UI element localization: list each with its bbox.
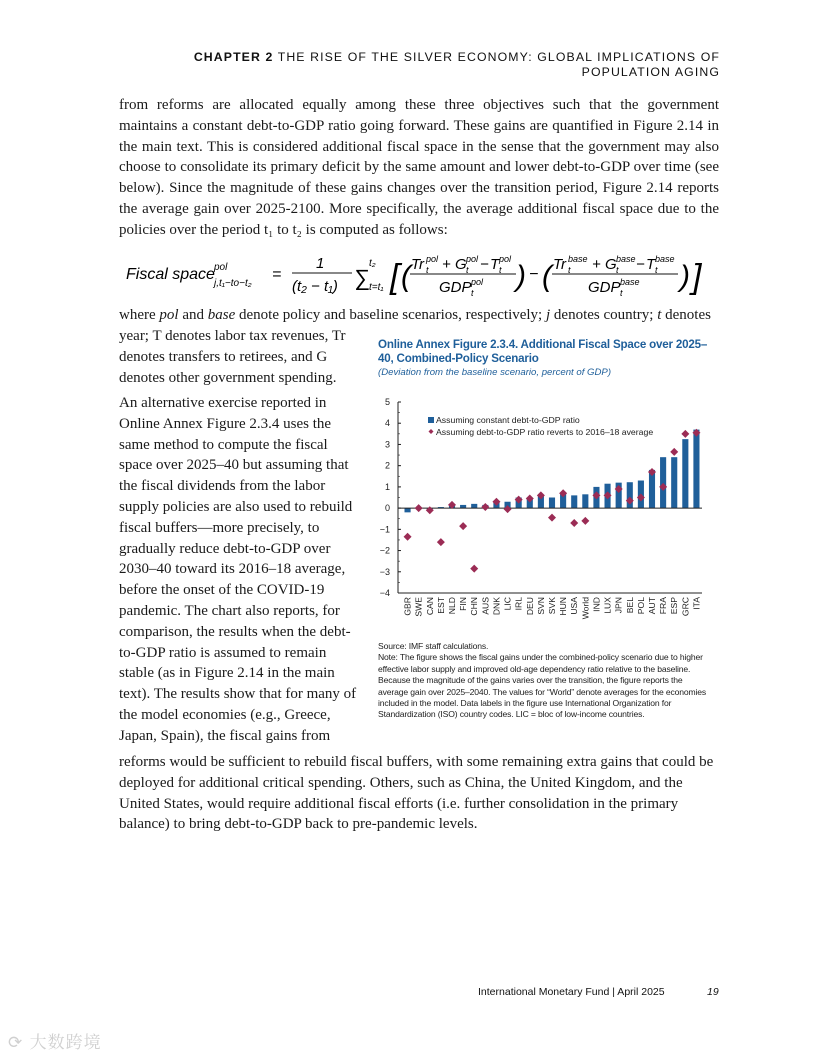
x-tick-label: SVN [535,597,546,615]
fiscal-space-formula [126,250,720,300]
svg-text:Fiscal space: Fiscal space [126,266,215,283]
svg-text:base: base [568,254,588,264]
svg-text:t=t₁: t=t₁ [369,282,384,293]
svg-text:G: G [605,256,617,273]
y-tick-label: 4 [384,418,390,429]
y-tick-label: 3 [384,439,390,450]
chart-canvas [370,395,710,635]
svg-text:Tr: Tr [411,256,425,273]
bar-FRA [660,457,666,508]
x-tick-label: SWE [413,597,424,617]
svg-text:pol: pol [471,277,484,287]
svg-text:(: ( [542,260,552,293]
figure-source: Source: IMF staff calculations. [378,641,489,651]
x-tick-label: USA [569,597,580,615]
svg-text:): ) [516,260,526,293]
y-tick-label: −3 [379,566,390,577]
paragraph-3: An alternative exercise reported in Online Annex Figure 2.3.4 uses the same method to compute the fiscal space over 2025–40 but assuming that the fiscal dividends from the labor supply policies are also used to rebuild fiscal buffers—more precisely, to gradually reduce debt-to-GDP over 2030–40 toward its 2016–18 average, before the onset of the COVID-19 pandemic. The chart also reports, for comparison, the results when the debt-to-GDP ratio is assumed to remain stable (as in Figure 2.14 in the main text). The results show that for many of the model economies (e.g., Greece, Japan, Spain), the fiscal gains from [119,395,357,744]
term-base: base [207,307,236,323]
x-tick-label: BEL [624,597,635,614]
svg-text:−: − [480,256,489,273]
text-run: denotes country; [550,307,658,323]
bar-SVK [549,498,555,509]
x-tick-label: CHN [469,597,480,616]
watermark-text: 大数跨境 [29,1033,102,1053]
svg-text:t: t [426,265,429,275]
legend-marker-swatch-icon [429,429,434,434]
svg-text:pol: pol [466,254,479,264]
x-tick-label: POL [635,597,646,615]
formula-graphic [126,250,720,300]
figure-note: Note: The figure shows the fiscal gains under the combined-policy scenario due to higher effective labor supply and improved old-age dependency ratio relative to the baseline. Because the magnitude of the gains varies over the transition, the figure reports the average gain over 2025–2040. The values for “World” denote averages for the economies included in the model. Data labels in the figure use International Organization for Standardization (ISO) country codes. LIC = bloc of low-income countries. [378,652,707,720]
x-tick-label: FIN [458,597,469,611]
marker-EST [437,538,445,546]
marker-GRC [681,430,689,438]
svg-text:t: t [471,288,474,298]
svg-text:t: t [499,265,502,275]
text-run: and [178,307,208,323]
running-header [120,50,720,80]
bar-CHN [471,504,477,508]
paragraph-2 [119,305,719,326]
watermark [8,1028,102,1053]
figure-header [378,338,718,378]
x-tick-label: LIC [502,597,513,611]
marker-SVK [548,514,556,522]
x-tick-label: GRC [680,597,691,617]
marker-CHN [470,565,478,573]
x-tick-label: AUT [647,597,657,615]
x-tick-label: HUN [558,597,569,616]
x-tick-label: NLD [447,597,457,615]
svg-text:t₂: t₂ [369,258,376,269]
svg-text:−: − [636,256,645,273]
figure-notes [378,641,708,721]
svg-text:j,t₁−to−t₂: j,t₁−to−t₂ [214,278,252,289]
svg-text:(t₂ − t₁): (t₂ − t₁) [292,278,338,295]
svg-text:t: t [568,265,571,275]
svg-text:−: − [529,266,539,283]
fiscal-space-chart [370,395,710,635]
svg-text:]: ] [692,258,702,296]
marker-World [581,517,589,525]
text-run: denote policy and baseline scenarios, respectively; [235,307,546,323]
marker-CAN [426,506,434,514]
svg-text:t: t [466,265,469,275]
svg-text:(: ( [401,260,411,293]
svg-text:+: + [442,256,451,273]
svg-text:+: + [592,256,601,273]
x-tick-label: JPN [613,597,624,614]
term-pol: pol [159,307,179,323]
paragraph-2-continued: year; T denotes labor tax revenues, Tr denotes transfers to retirees, and G denotes other government spending. [119,328,346,386]
bar-GRC [682,439,688,508]
y-tick-label: −4 [379,588,390,598]
svg-text:pol: pol [499,254,512,264]
x-tick-label: ITA [691,597,702,610]
svg-text:base: base [655,254,675,264]
svg-text:G: G [455,256,467,273]
svg-text:Tr: Tr [553,256,567,273]
x-tick-label: EST [435,597,446,614]
y-tick-label: 1 [384,481,390,492]
svg-text:base: base [616,254,636,264]
bar-GBR [405,508,411,512]
paragraph-1: from reforms are allocated equally among these three objectives such that the government maintains a constant debt-to-GDP ratio going forward. These gains are quantified in Figure 2.14 in the main text. This is considered additional fiscal space in the sense that the government may also choose to consolidate its primary deficit by the same amount and lower debt-to-GDP over time (see below). Since the magnitude of these gains changes over the transition period, Figure 2.14 reports the average gain over 2025-2100. More specifically, the average additional fiscal space due to the policies over the period t₁ to t₂ is computed as follows: [119,97,719,238]
paragraph-4: reforms would be sufficient to rebuild fiscal buffers, with some remaining extra gains that could be deployed for additional critical spending. Others, such as China, the United Kingdom, and the United States, would require additional fiscal efforts (i.e. further consolidation in the primary balance) to bring debt-to-GDP back to pre-pandemic levels. [119,754,714,833]
svg-text:T: T [646,256,656,273]
svg-text:T: T [490,256,500,273]
svg-text:t: t [655,265,658,275]
x-tick-label: IND [591,597,602,612]
x-tick-label: GBR [402,597,413,616]
x-tick-label: CAN [424,597,435,616]
bar-ITA [693,430,699,509]
svg-text:base: base [620,277,640,287]
y-tick-label: 5 [384,397,390,407]
svg-text:∑: ∑ [354,265,370,290]
marker-AUS [481,503,489,511]
marker-GBR [404,533,412,541]
text-run: where [119,307,160,323]
watermark-logo-icon: ⟳ [8,1033,24,1053]
marker-ESP [670,448,678,456]
chapter-title: THE RISE OF THE SILVER ECONOMY: GLOBAL IMPLICATIONS OF POPULATION AGING [277,50,720,79]
y-tick-label: −1 [379,524,390,535]
marker-USA [570,519,578,527]
svg-text:[: [ [390,258,400,296]
svg-text:t: t [620,288,623,298]
page-number: 19 [707,986,719,998]
x-tick-label: World [580,597,591,620]
footer-publisher: International Monetary Fund | April 2025 [478,986,665,998]
x-tick-label: DEU [524,597,535,616]
figure-subtitle: (Deviation from the baseline scenario, percent of GDP) [378,367,612,378]
marker-SWE [415,504,423,512]
x-tick-label: LUX [602,597,613,614]
x-tick-label: SVK [547,597,557,615]
term-t: t [657,307,662,323]
y-tick-label: −2 [379,545,390,556]
bar-USA [571,495,577,508]
legend-bar-label: Assuming constant debt-to-GDP ratio [436,415,580,425]
svg-text:t: t [616,265,619,275]
svg-text:=: = [272,266,282,283]
x-tick-label: DNK [491,597,502,616]
chapter-label: CHAPTER 2 [193,50,274,64]
bar-ESP [671,457,677,508]
svg-text:pol: pol [426,254,439,264]
x-tick-label: IRL [513,597,524,611]
x-tick-label: AUS [480,597,491,615]
svg-text:): ) [680,260,690,293]
legend-marker-label: Assuming debt-to-GDP ratio reverts to 2016–18 average [436,427,654,437]
svg-text:GDP: GDP [588,279,621,296]
legend-bar-swatch-icon [428,417,434,423]
bar-World [582,494,588,508]
y-tick-label: 0 [384,503,390,514]
svg-text:GDP: GDP [439,279,472,296]
text-run: denotes [661,307,711,323]
x-tick-label: FRA [658,597,669,615]
svg-text:1: 1 [316,255,325,272]
svg-text:pol: pol [214,262,228,273]
marker-FIN [459,522,467,530]
x-tick-label: ESP [669,597,680,615]
y-tick-label: 2 [384,460,390,471]
figure-title: Online Annex Figure 2.3.4. Additional Fiscal Space over 2025–40, Combined-Policy Scenario [378,338,708,365]
term-j: j [545,307,551,323]
